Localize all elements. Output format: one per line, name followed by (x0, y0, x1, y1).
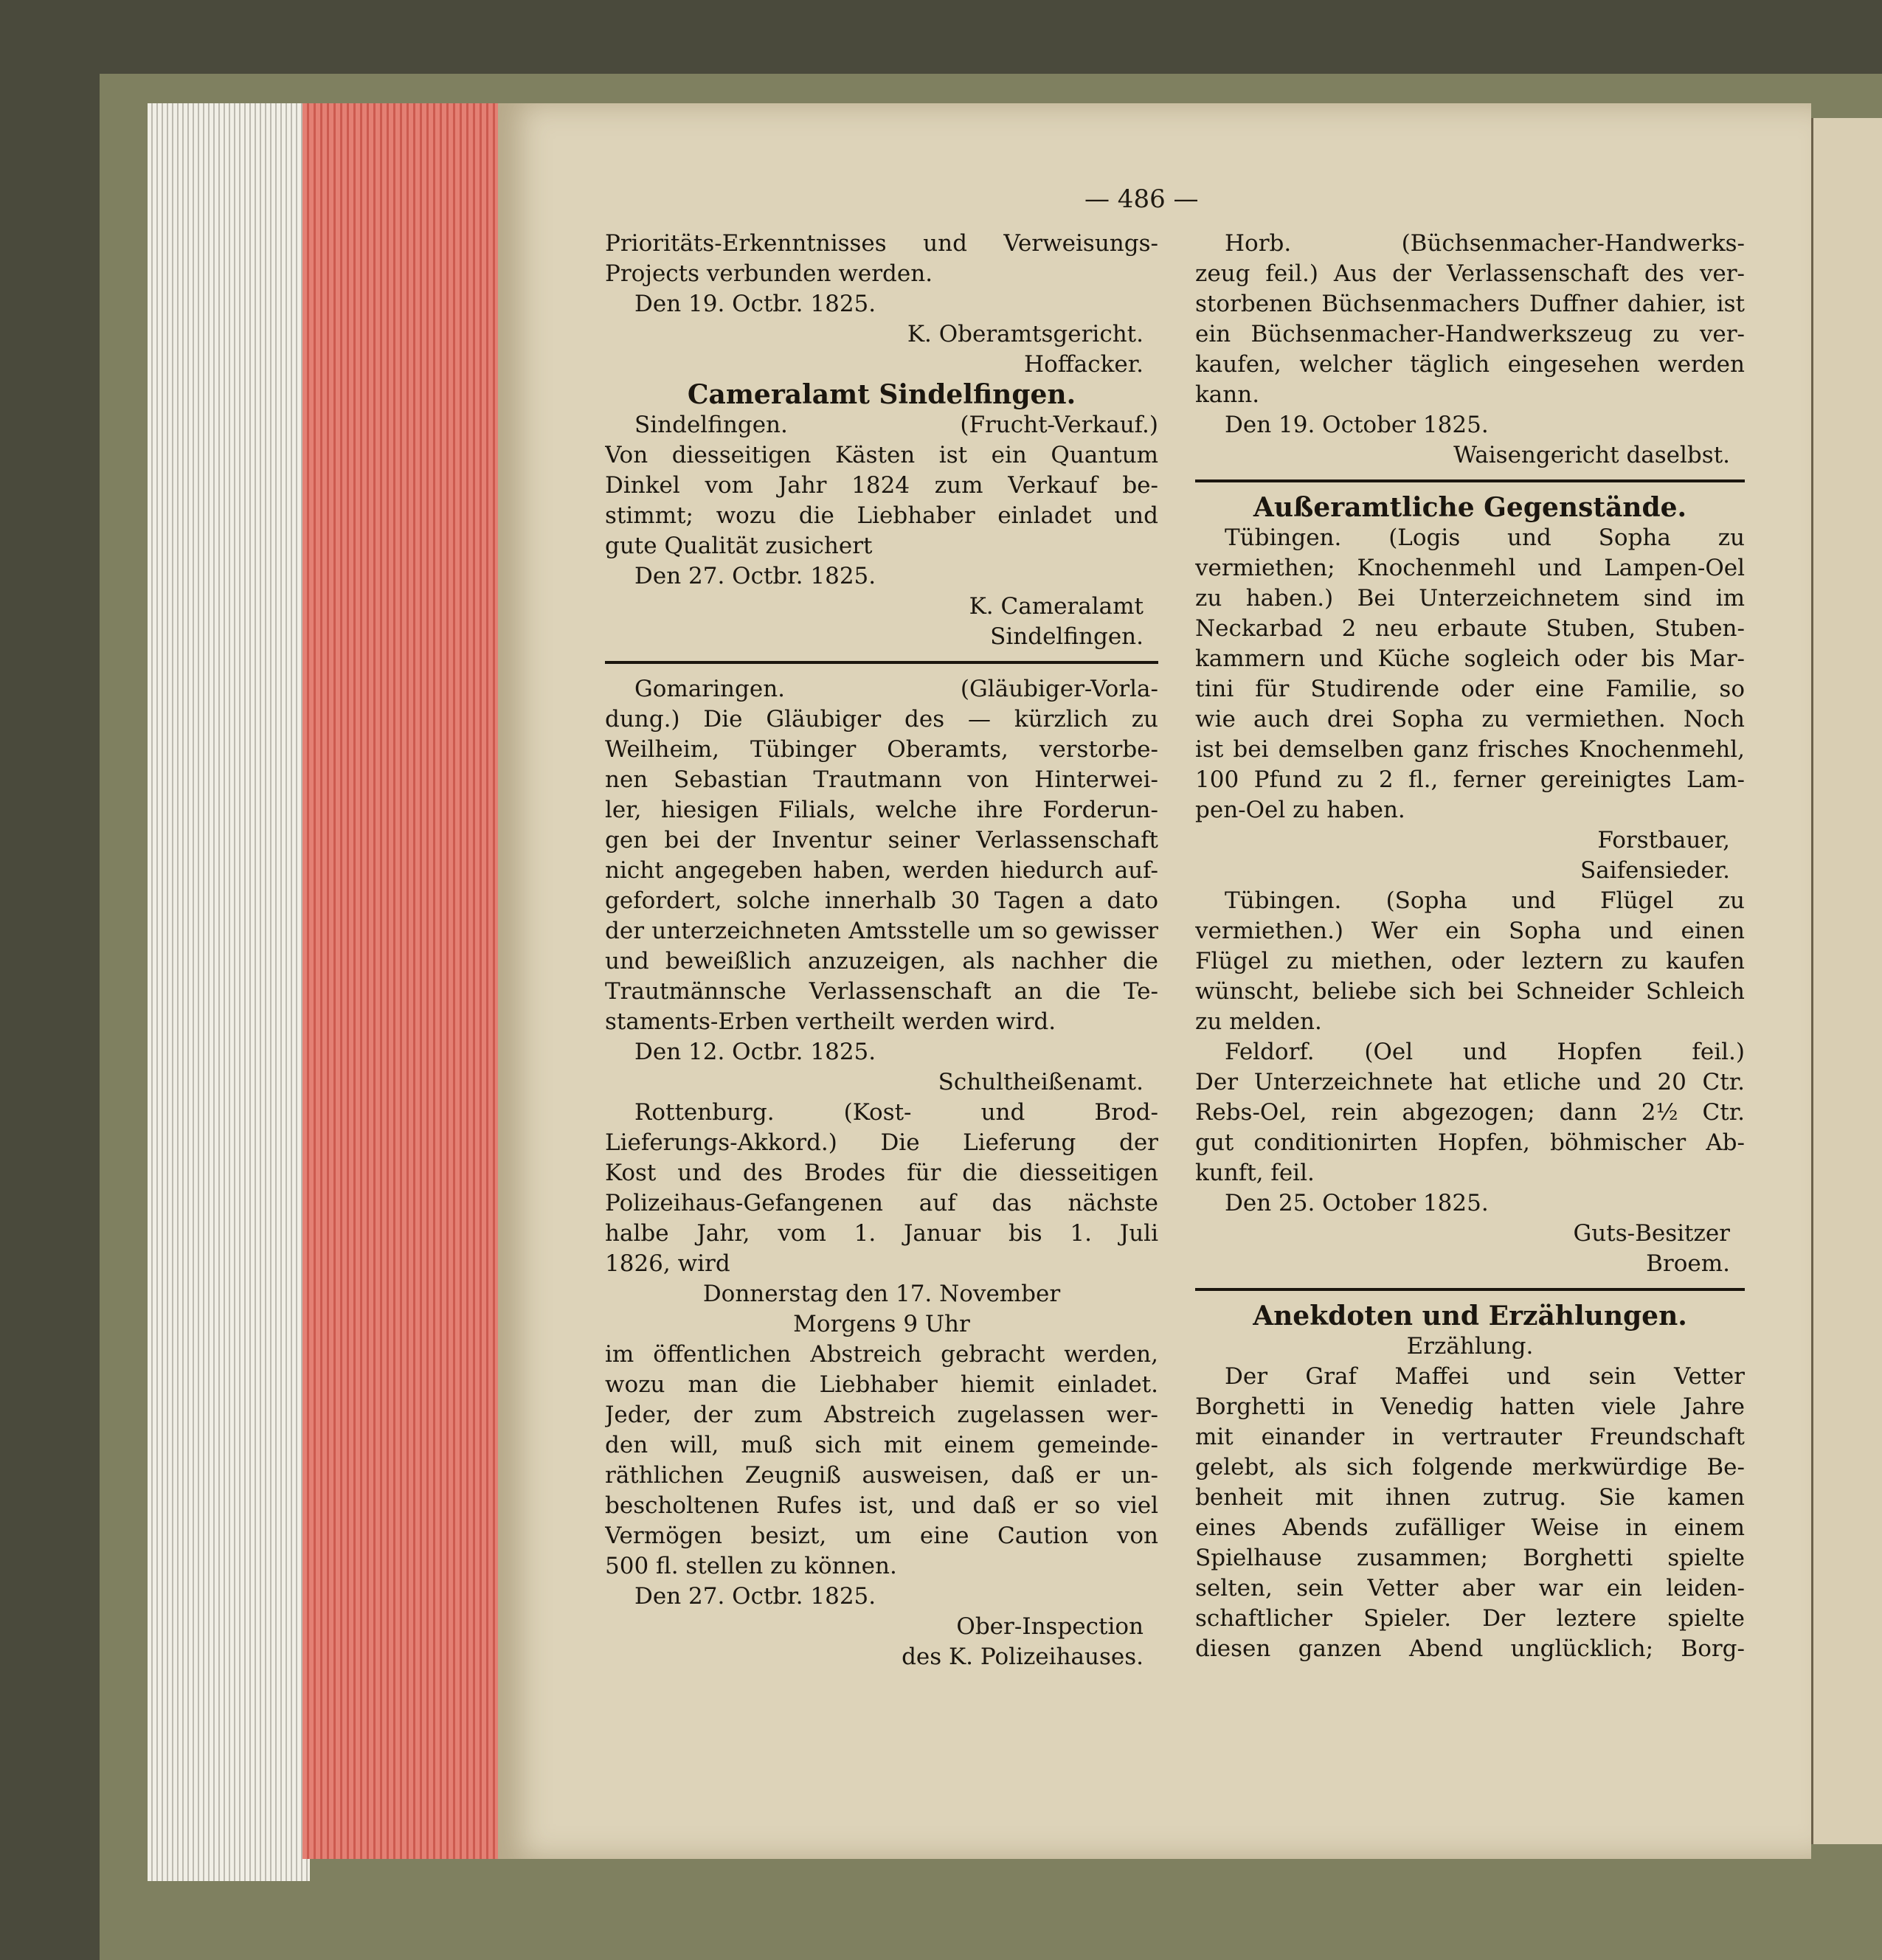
text-line: Prioritäts-Erkenntnisses und Verweisungs- (605, 230, 1158, 257)
section-rule (605, 661, 1158, 664)
text-line: den will, muß sich mit einem gemeinde- (605, 1432, 1158, 1458)
text-line: schaftlicher Spieler. Der leztere spielte (1195, 1605, 1745, 1632)
text-line: K. Oberamtsgericht. (907, 321, 1144, 347)
text-line: Feldorf. (Oel und Hopfen feil.) (1225, 1039, 1745, 1065)
section-heading: Außeramtliche Gegenstände. (1253, 493, 1687, 523)
section-rule (1195, 1288, 1745, 1291)
text-line: Der Unterzeichnete hat etliche und 20 Ctr. (1195, 1069, 1745, 1095)
text-line: mit einander in vertrauter Freundschaft (1195, 1424, 1745, 1450)
text-line: vermiethen; Knochenmehl und Lampen-Oel (1195, 555, 1745, 581)
text-line: Tübingen. (Sopha und Flügel zu (1225, 887, 1745, 914)
text-line: Lieferungs-Akkord.) Die Lieferung der (605, 1129, 1158, 1156)
page-stack-edge (148, 103, 310, 1881)
text-line: Polizeihaus-Gefangenen auf das nächste (605, 1190, 1158, 1216)
text-line: ler, hiesigen Filials, welche ihre Forderun- (605, 797, 1158, 823)
text-line: benheit mit ihnen zutrug. Sie kamen (1195, 1484, 1745, 1511)
section-heading: Cameralamt Sindelfingen. (687, 380, 1076, 410)
text-line: Horb. (Büchsenmacher-Handwerks- (1225, 230, 1745, 257)
text-line: und beweißlich anzuzeigen, als nachher die (605, 948, 1158, 974)
section-rule (1195, 479, 1745, 482)
text-line: eines Abends zufälliger Weise in einem (1195, 1514, 1745, 1541)
red-page-edges (302, 103, 502, 1859)
text-line: Erzählung. (1406, 1333, 1534, 1360)
text-line: storbenen Büchsenmachers Duffner dahier, ist (1195, 291, 1745, 317)
text-line: stimmt; wozu die Liebhaber einladet und (605, 502, 1158, 529)
text-line: Rebs-Oel, rein abgezogen; dann 2½ Ctr. (1195, 1099, 1745, 1126)
left-column (605, 229, 1158, 1672)
text-line: Spielhause zusammen; Borghetti spielte (1195, 1545, 1745, 1571)
text-line: Weilheim, Tübinger Oberamts, verstorbe- (605, 736, 1158, 763)
text-line: 1826, wird (605, 1250, 730, 1277)
text-line: vermiethen.) Wer ein Sopha und einen (1195, 918, 1745, 944)
text-line: halbe Jahr, vom 1. Januar bis 1. Juli (605, 1220, 1158, 1247)
text-line: nicht angegeben haben, werden hiedurch auf- (605, 857, 1158, 884)
text-line: diesen ganzen Abend unglücklich; Borg- (1195, 1635, 1745, 1662)
text-line: bescholtenen Rufes ist, und daß er so viel (605, 1492, 1158, 1519)
text-line: Der Graf Maffei und sein Vetter (1225, 1363, 1745, 1390)
page-number: — 486 — (1084, 184, 1199, 214)
text-line: Sindelfingen. (Frucht-Verkauf.) (634, 412, 1158, 438)
right-column (1195, 229, 1745, 1664)
text-line: Morgens 9 Uhr (793, 1311, 970, 1337)
text-line: 500 fl. stellen zu können. (605, 1553, 897, 1579)
text-line: räthlichen Zeugniß ausweisen, daß er un- (605, 1462, 1158, 1489)
text-line: Jeder, der zum Abstreich zugelassen wer- (605, 1402, 1158, 1428)
text-line: 100 Pfund zu 2 fl., ferner gereinigtes Lam- (1195, 766, 1745, 793)
text-line: Flügel zu miethen, oder leztern zu kaufen (1195, 948, 1745, 974)
text-line: Saifensieder. (1580, 857, 1730, 884)
text-line: gelebt, als sich folgende merkwürdige Be- (1195, 1454, 1745, 1481)
text-line: Von diesseitigen Kästen ist ein Quantum (605, 442, 1158, 468)
text-line: Donnerstag den 17. November (702, 1281, 1061, 1307)
text-line: Dinkel vom Jahr 1824 zum Verkauf be- (605, 472, 1158, 499)
text-line: dung.) Die Gläubiger des — kürzlich zu (605, 706, 1158, 733)
text-line: Den 27. Octbr. 1825. (634, 563, 876, 589)
facing-page-edge (1811, 118, 1882, 1844)
section-heading: Anekdoten und Erzählungen. (1253, 1301, 1687, 1332)
text-line: Forstbauer, (1597, 827, 1730, 853)
text-line: kunft, feil. (1195, 1160, 1315, 1186)
text-line: wünscht, beliebe sich bei Schneider Schleich (1195, 978, 1745, 1005)
text-line: kaufen, welcher täglich eingesehen werden (1195, 351, 1745, 378)
text-line: Rottenburg. (Kost- und Brod- (634, 1099, 1158, 1126)
text-line: zeug feil.) Aus der Verlassenschaft des ver- (1195, 260, 1745, 287)
text-line: Vermögen besizt, um eine Caution von (605, 1523, 1158, 1549)
text-line: im öffentlichen Abstreich gebracht werden, (605, 1341, 1158, 1368)
text-line: Den 25. October 1825. (1225, 1190, 1489, 1216)
text-line: Borghetti in Venedig hatten viele Jahre (1195, 1393, 1745, 1420)
text-line: zu melden. (1195, 1008, 1322, 1035)
text-line: Ober-Inspection (956, 1613, 1144, 1640)
text-line: Tübingen. (Logis und Sopha zu (1225, 524, 1745, 551)
text-line: Sindelfingen. (990, 623, 1144, 650)
text-line: des K. Polizeihauses. (902, 1644, 1144, 1670)
text-line: selten, sein Vetter aber war ein leiden- (1195, 1575, 1745, 1601)
text-line: Den 19. Octbr. 1825. (634, 291, 876, 317)
text-line: Schultheißenamt. (938, 1069, 1144, 1095)
text-line: staments-Erben vertheilt werden wird. (605, 1008, 1056, 1035)
text-line: wie auch drei Sopha zu vermiethen. Noch (1195, 706, 1745, 733)
text-line: Kost und des Brodes für die diesseitigen (605, 1160, 1158, 1186)
text-line: Neckarbad 2 neu erbaute Stuben, Stuben- (1195, 615, 1745, 642)
text-line: gute Qualität zusichert (605, 533, 873, 559)
text-line: Broem. (1646, 1250, 1730, 1277)
text-line: Hoffacker. (1024, 351, 1144, 378)
text-line: Den 27. Octbr. 1825. (634, 1583, 876, 1610)
text-line: Projects verbunden werden. (605, 260, 933, 287)
text-line: kammern und Küche sogleich oder bis Mar- (1195, 645, 1745, 672)
text-line: gut conditionirten Hopfen, böhmischer Ab- (1195, 1129, 1745, 1156)
text-line: tini für Studirende oder eine Familie, so (1195, 676, 1745, 702)
text-line: Gomaringen. (Gläubiger-Vorla- (634, 676, 1158, 702)
text-line: kann. (1195, 381, 1260, 408)
text-line: ist bei demselben ganz frisches Knochenmehl, (1195, 736, 1745, 763)
text-line: pen-Oel zu haben. (1195, 797, 1405, 823)
text-line: Waisengericht daselbst. (1453, 442, 1730, 468)
text-line: gen bei der Inventur seiner Verlassenschaft (605, 827, 1158, 853)
text-line: der unterzeichneten Amtsstelle um so gewisser (605, 918, 1158, 944)
text-line: Den 19. October 1825. (1225, 412, 1489, 438)
text-line: wozu man die Liebhaber hiemit einladet. (605, 1371, 1158, 1398)
text-line: K. Cameralamt (969, 593, 1144, 620)
text-line: Guts-Besitzer (1573, 1220, 1730, 1247)
text-line: Trautmännsche Verlassenschaft an die Te- (605, 978, 1158, 1005)
text-line: ein Büchsenmacher-Handwerkszeug zu ver- (1195, 321, 1745, 347)
text-line: Den 12. Octbr. 1825. (634, 1039, 876, 1065)
text-line: gefordert, solche innerhalb 30 Tagen a dato (605, 887, 1158, 914)
text-line: zu haben.) Bei Unterzeichnetem sind im (1195, 585, 1745, 612)
text-line: nen Sebastian Trautmann von Hinterwei- (605, 766, 1158, 793)
